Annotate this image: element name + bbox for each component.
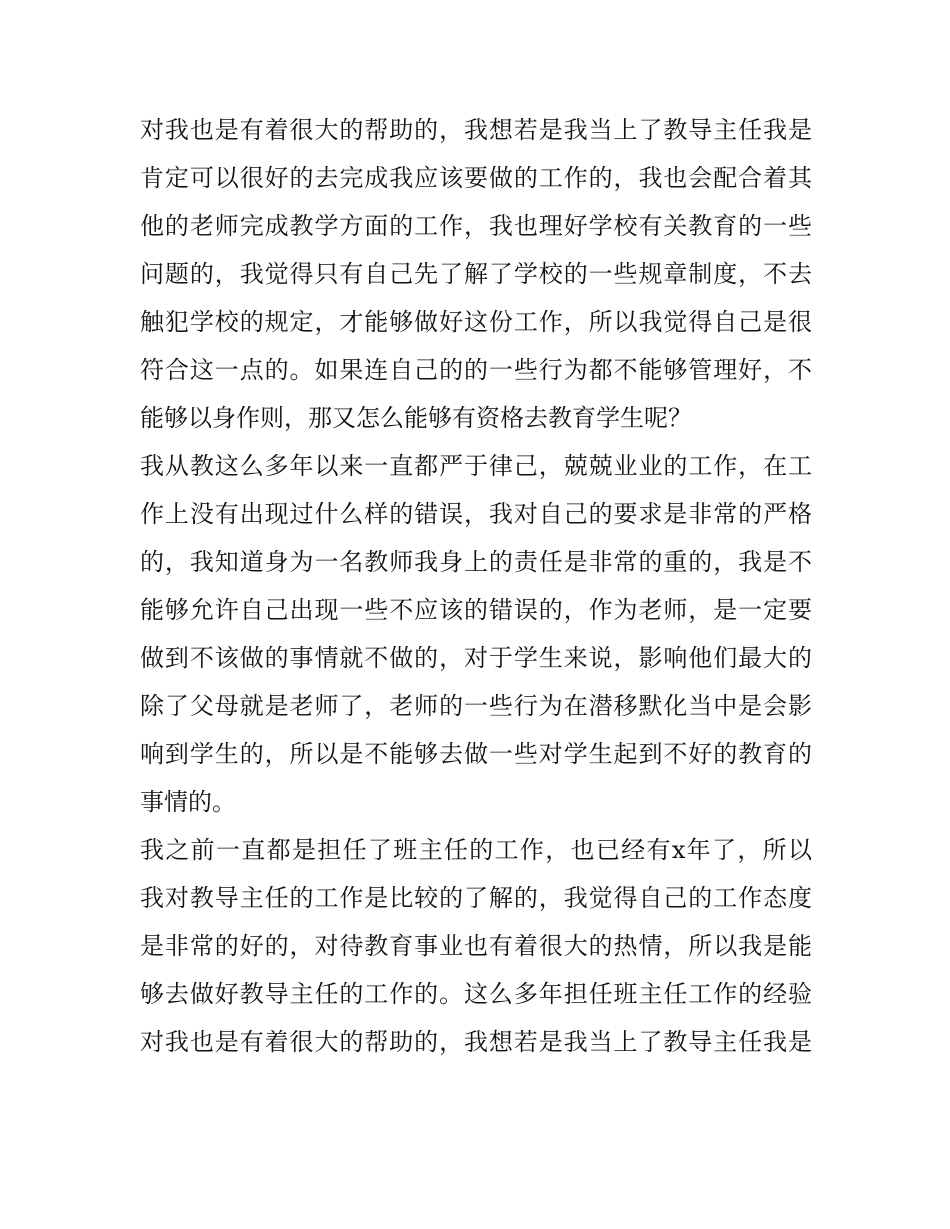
text-line: 触犯学校的规定，才能够做好这份工作，所以我觉得自己是很 [140, 308, 812, 336]
text-line: 事情的。 [140, 788, 236, 816]
document-body [140, 106, 812, 1066]
paragraph-1 [140, 106, 812, 442]
text-line: 做到不该做的事情就不做的，对于学生来说，影响他们最大的 [140, 644, 812, 672]
text-line: 问题的，我觉得只有自己先了解了学校的一些规章制度，不去 [140, 260, 812, 288]
paragraph-3 [140, 826, 812, 1066]
text-line: 够去做好教导主任的工作的。这么多年担任班主任工作的经验 [140, 980, 812, 1008]
text-line: 的，我知道身为一名教师我身上的责任是非常的重的，我是不 [140, 548, 812, 576]
text-line: 我从教这么多年以来一直都严于律己，兢兢业业的工作，在工 [140, 452, 812, 480]
text-line: 肯定可以很好的去完成我应该要做的工作的，我也会配合着其 [140, 164, 812, 192]
text-line: 能够允许自己出现一些不应该的错误的，作为老师，是一定要 [140, 596, 812, 624]
paragraph-2 [140, 442, 812, 826]
text-line: 对我也是有着很大的帮助的，我想若是我当上了教导主任我是 [140, 116, 812, 144]
text-line: 我对教导主任的工作是比较的了解的，我觉得自己的工作态度 [140, 884, 812, 912]
text-line: 作上没有出现过什么样的错误，我对自己的要求是非常的严格 [140, 500, 812, 528]
text-line: 他的老师完成教学方面的工作，我也理好学校有关教育的一些 [140, 212, 812, 240]
text-line: 我之前一直都是担任了班主任的工作，也已经有x年了，所以 [140, 836, 812, 864]
text-line: 响到学生的，所以是不能够去做一些对学生起到不好的教育的 [140, 740, 812, 768]
text-line: 对我也是有着很大的帮助的，我想若是我当上了教导主任我是 [140, 1028, 812, 1056]
text-line: 是非常的好的，对待教育事业也有着很大的热情，所以我是能 [140, 932, 812, 960]
text-line: 除了父母就是老师了，老师的一些行为在潜移默化当中是会影 [140, 692, 812, 720]
text-line: 符合这一点的。如果连自己的的一些行为都不能够管理好，不 [140, 356, 812, 384]
text-line: 能够以身作则，那又怎么能够有资格去教育学生呢？ [140, 404, 692, 432]
